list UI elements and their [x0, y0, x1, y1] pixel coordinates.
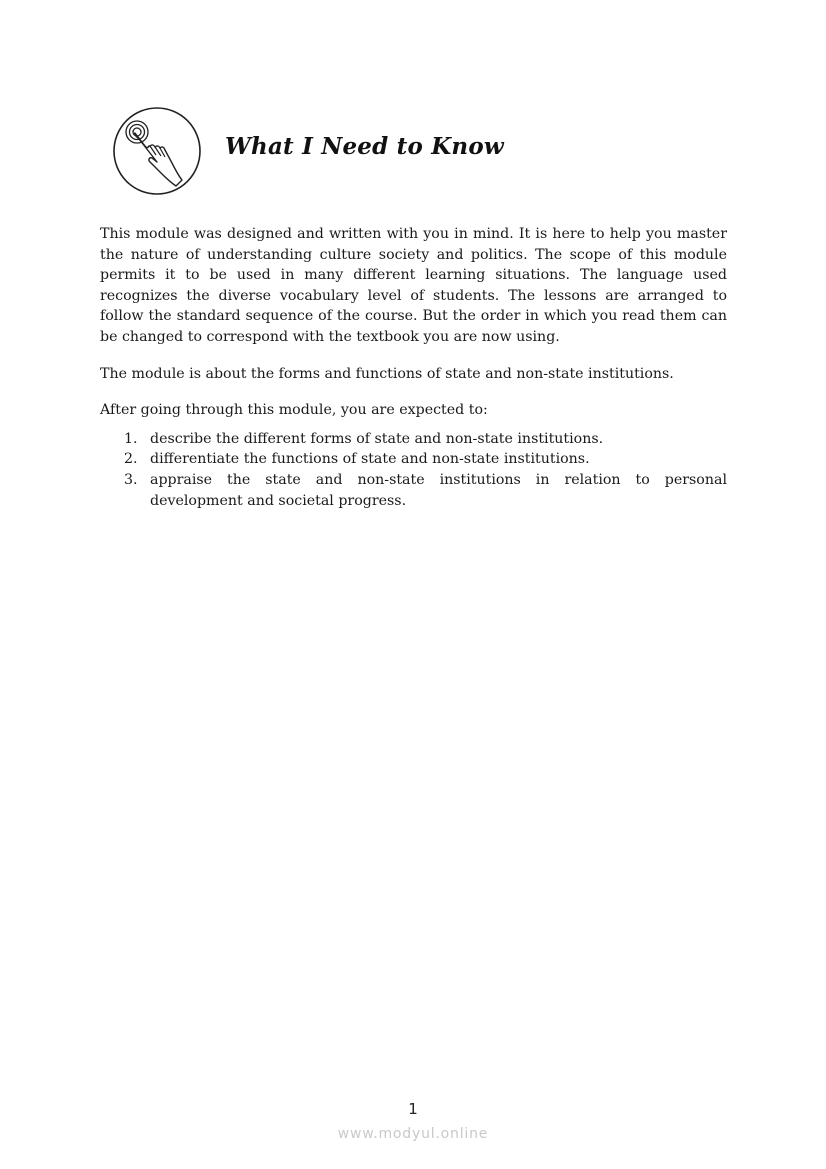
objective-item	[100, 429, 727, 450]
objective-number: 2.	[124, 451, 138, 468]
module-content	[100, 224, 727, 511]
objective-item	[100, 449, 727, 470]
intro-paragraph: This module was designed and written with you in mind. It is here to help you master the nature of understanding culture society and politics. The scope of this module permits it to be used in many different learning situations. The language used recognizes the diverse vocabulary level of students. The lessons are arranged to follow the standard sequence of the course. But the order in which you read them can be changed to correspond with the textbook you are now using.	[100, 226, 727, 345]
touch-hand-icon	[112, 106, 202, 196]
module-topic-paragraph: The module is about the forms and functions of state and non-state institutions.	[100, 365, 674, 382]
watermark: www.modyul.online	[337, 1126, 489, 1142]
expectations-intro: After going through this module, you are expected to:	[100, 402, 488, 419]
objective-item	[100, 470, 727, 511]
objectives-list	[100, 429, 727, 511]
objective-number: 3.	[124, 471, 138, 488]
section-title: What I Need to Know	[225, 133, 504, 160]
objective-text: describe the different forms of state and non-state institutions.	[150, 430, 604, 447]
section-header	[112, 106, 612, 198]
objective-text: differentiate the functions of state and non-state institutions.	[150, 451, 590, 468]
objective-number: 1.	[124, 430, 138, 447]
objective-text: appraise the state and non-state institutions in relation to personal development and societal progress.	[150, 471, 727, 509]
page-number: 1	[408, 1100, 418, 1118]
